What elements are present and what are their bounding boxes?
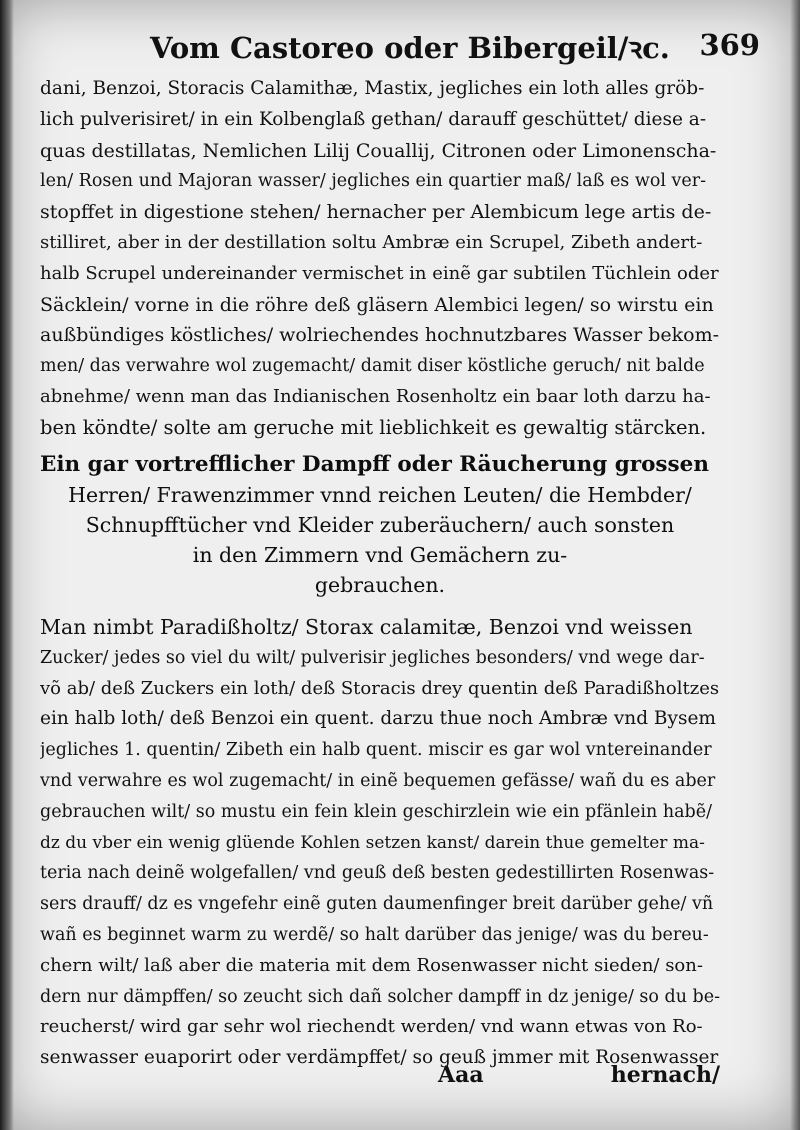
text-line: abnehme/ wenn man das Indianischen Rosenholtz ein baar loth darzu ha- [40, 385, 711, 407]
running-head [150, 28, 760, 68]
text-line: dani, Benzoi, Storacis Calamithæ, Mastix, jegliches ein loth alles gröb- [40, 78, 705, 99]
text-line: gebrauchen wilt/ so mustu ein fein klein geschirzlein wie ein pfänlein habẽ/ [40, 801, 712, 822]
text-line: vnd verwahre es wol zugemacht/ in einẽ bequemen gefässe/ wañ du es aber [40, 770, 716, 791]
text-line: reucherst/ wird gar sehr wol riechendt werden/ vnd wann etwas von Ro- [40, 1016, 703, 1038]
text-line: stilliret, aber in der destillation soltu Ambræ ein Scrupel, Zibeth andert- [40, 231, 703, 253]
text-line: ein halb loth/ deß Benzoi ein quent. darzu thue noch Ambræ vnd Bysem [40, 708, 716, 730]
section-heading-line: Schnupfftücher vnd Kleider zuberäuchern/ auch sonsten [85, 513, 675, 537]
text-line: Zucker/ jedes so viel du wilt/ pulverisir jegliches besonders/ vnd wege dar- [40, 647, 705, 668]
text-line: stopffet in digestione stehen/ hernacher per Alembicum lege artis de- [40, 201, 712, 224]
running-head-title: Vom Castoreo oder Bibergeil/ꝛc. [150, 31, 670, 65]
text-line: teria nach deinẽ wolgefallen/ vnd geuß deß besten gedestillirten Rosenwas- [40, 863, 715, 884]
text-line: chern wilt/ laß aber die materia mit dem Rosenwasser nicht sieden/ son- [40, 954, 703, 976]
text-line: võ ab/ deß Zuckers ein loth/ deß Storacis drey quentin deß Paradißholtzes [40, 677, 720, 699]
text-line: Säcklein/ vorne in die röhre deß gläsern Alembici legen/ so wirstu ein [40, 293, 714, 316]
text-line: jegliches 1. quentin/ Zibeth ein halb quent. miscir es gar wol vntereinander [40, 740, 712, 761]
text-line: wañ es beginnet warm zu werdẽ/ so halt darüber das jenige/ was du bereu- [40, 924, 709, 945]
paragraph-fumigation-recipe [40, 612, 720, 1074]
text-line: quas destillatas, Nemlichen Lilij Couallij, Citronen oder Limonenscha- [40, 139, 717, 162]
section-heading [40, 450, 720, 600]
text-line: len/ Rosen und Majoran wasser/ jegliches ein quartier maß/ laß es wol ver- [40, 171, 707, 192]
section-heading-line: gebrauchen. [314, 573, 446, 597]
section-heading-line: in den Zimmern vnd Gemächern zu- [192, 543, 568, 567]
text-line: Man nimbt Paradißholtz/ Storax calamitæ, Benzoi vnd weissen [40, 615, 693, 639]
page-gutter-shadow [0, 0, 14, 1130]
text-line: sers drauff/ dz es vngefehr einẽ guten daumenfinger breit darüber gehe/ vñ [40, 894, 714, 915]
paragraph-recipe-continued [40, 74, 720, 444]
page-number: 369 [699, 28, 760, 62]
text-line: dz du vber ein wenig glüende Kohlen setzen kanst/ darein thue gemelter ma- [40, 832, 705, 853]
section-heading-line: Herren/ Frawenzimmer vnnd reichen Leuten/ die Hembder/ [68, 483, 692, 507]
text-line: senwasser euaporirt oder verdämpffet/ so geuß jmmer mit Rosenwasser [40, 1047, 719, 1069]
section-heading-title: Ein gar vortrefflicher Dampff oder Räucherung grossen [40, 452, 709, 477]
signature-mark: Aaa [438, 1062, 484, 1088]
text-line: men/ das verwahre wol zugemacht/ damit diser köstliche geruch/ nit balde [40, 356, 705, 377]
page-footer [40, 1062, 720, 1094]
text-line: halb Scrupel undereinander vermischet in einẽ gar subtilen Tüchlein oder [40, 262, 719, 284]
text-line: lich pulverisiret/ in ein Kolbenglaß gethan/ darauff geschüttet/ diese a- [40, 108, 707, 130]
text-line: außbündiges köstliches/ wolriechendes hochnutzbares Wasser bekom- [40, 324, 720, 347]
page-edge-shadow [790, 0, 800, 1130]
text-line: dern nur dämpffen/ so zeucht sich dañ solcher dampff in dz jenige/ so du be- [40, 986, 720, 1007]
text-line: ben köndte/ solte am geruche mit lieblichkeit es gewaltig stärcken. [40, 415, 707, 439]
catchword: hernach/ [610, 1062, 720, 1088]
